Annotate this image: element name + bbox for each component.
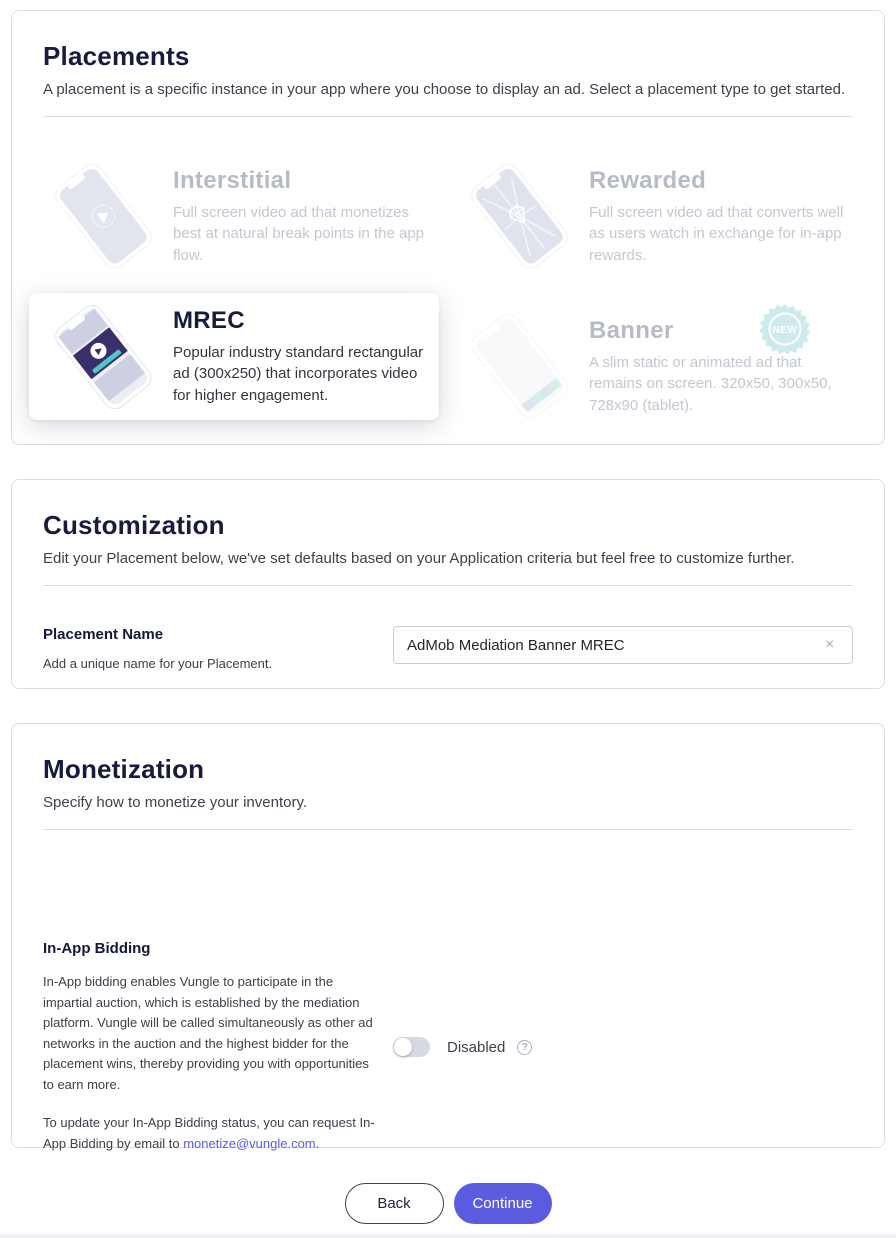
in-app-bidding-status: Disabled (447, 1038, 506, 1056)
placement-name-label-col (43, 626, 393, 671)
mrec-text (173, 307, 439, 406)
note-prefix: To update your In-App Bidding status, you can request In-App Bidding by email to (43, 1115, 375, 1151)
rewarded-title: Rewarded (589, 167, 707, 194)
placement-option-mrec[interactable] (29, 293, 439, 420)
placement-option-rewarded[interactable] (459, 153, 853, 293)
rewarded-description: Full screen video ad that converts well as users watch in exchange for in-app rewards. (589, 204, 844, 264)
rewarded-text (589, 153, 853, 266)
banner-text (589, 303, 853, 416)
page-bottom-strip (0, 1234, 896, 1238)
placement-name-helper: Add a unique name for your Placement. (43, 656, 273, 671)
in-app-bidding-label-col (43, 940, 393, 1154)
mrec-phone-icon (43, 298, 161, 416)
toggle-knob (394, 1038, 412, 1056)
divider (43, 585, 853, 586)
placement-name-input-wrap (393, 626, 853, 671)
placements-card (11, 10, 885, 445)
monetization-description: Specify how to monetize your inventory. (43, 794, 308, 811)
monetization-card (11, 723, 885, 1151)
continue-button[interactable]: Continue (454, 1183, 552, 1224)
mrec-title: MREC (173, 307, 245, 335)
interstitial-title: Interstitial (173, 167, 292, 194)
in-app-bidding-description: In-App bidding enables Vungle to participate in the impartial auction, which is established by the mediation platform. Vungle will be called simultaneously as other ad networks in the auction and the highest bidder for the placement wins, thereby providing you with opportunities to earn more. (43, 974, 373, 1092)
clear-input-icon[interactable]: × (825, 636, 835, 653)
in-app-bidding-control (393, 940, 532, 1154)
customization-card (11, 479, 885, 689)
placements-title: Placements (43, 41, 190, 71)
placement-option-interstitial[interactable] (43, 153, 439, 293)
placements-description: A placement is a specific instance in your app where you choose to display an ad. Select a placement type to get started. (43, 81, 846, 98)
rewarded-phone-icon (459, 153, 577, 271)
interstitial-description: Full screen video ad that monetizes best at natural break points in the app flow. (173, 204, 425, 264)
banner-phone-icon (459, 303, 577, 421)
in-app-bidding-toggle[interactable] (393, 1037, 430, 1057)
interstitial-text (173, 153, 439, 266)
note-suffix: . (315, 1135, 320, 1151)
placement-name-row (43, 626, 853, 671)
new-badge-icon (759, 303, 811, 355)
monetize-email-link[interactable]: monetize@vungle.com (183, 1135, 316, 1151)
in-app-bidding-row (43, 940, 853, 1154)
in-app-bidding-note (43, 1113, 377, 1154)
in-app-bidding-label: In-App Bidding (43, 940, 151, 957)
svg-text:NEW: NEW (772, 325, 798, 336)
help-icon[interactable]: ? (517, 1040, 532, 1055)
monetization-title: Monetization (43, 754, 205, 784)
customization-title: Customization (43, 510, 225, 540)
divider (43, 829, 853, 830)
banner-description: A slim static or animated ad that remains on screen. 320x50, 300x50, 728x90 (tablet). (589, 354, 832, 414)
placement-name-label: Placement Name (43, 626, 164, 643)
back-button[interactable]: Back (345, 1183, 444, 1224)
banner-title: Banner (589, 317, 674, 344)
customization-description: Edit your Placement below, we've set defaults based on your Application criteria but feel free to customize further. (43, 550, 795, 567)
divider (43, 116, 853, 117)
footer-actions (0, 1183, 896, 1224)
mrec-description: Popular industry standard rectangular ad (300x250) that incorporates video for higher engagement. (173, 344, 424, 404)
placement-name-input[interactable] (393, 626, 853, 664)
interstitial-phone-icon (43, 153, 161, 271)
placement-setup-page (0, 10, 896, 1238)
placement-options-grid (43, 153, 853, 420)
placement-option-banner[interactable] (459, 293, 853, 420)
